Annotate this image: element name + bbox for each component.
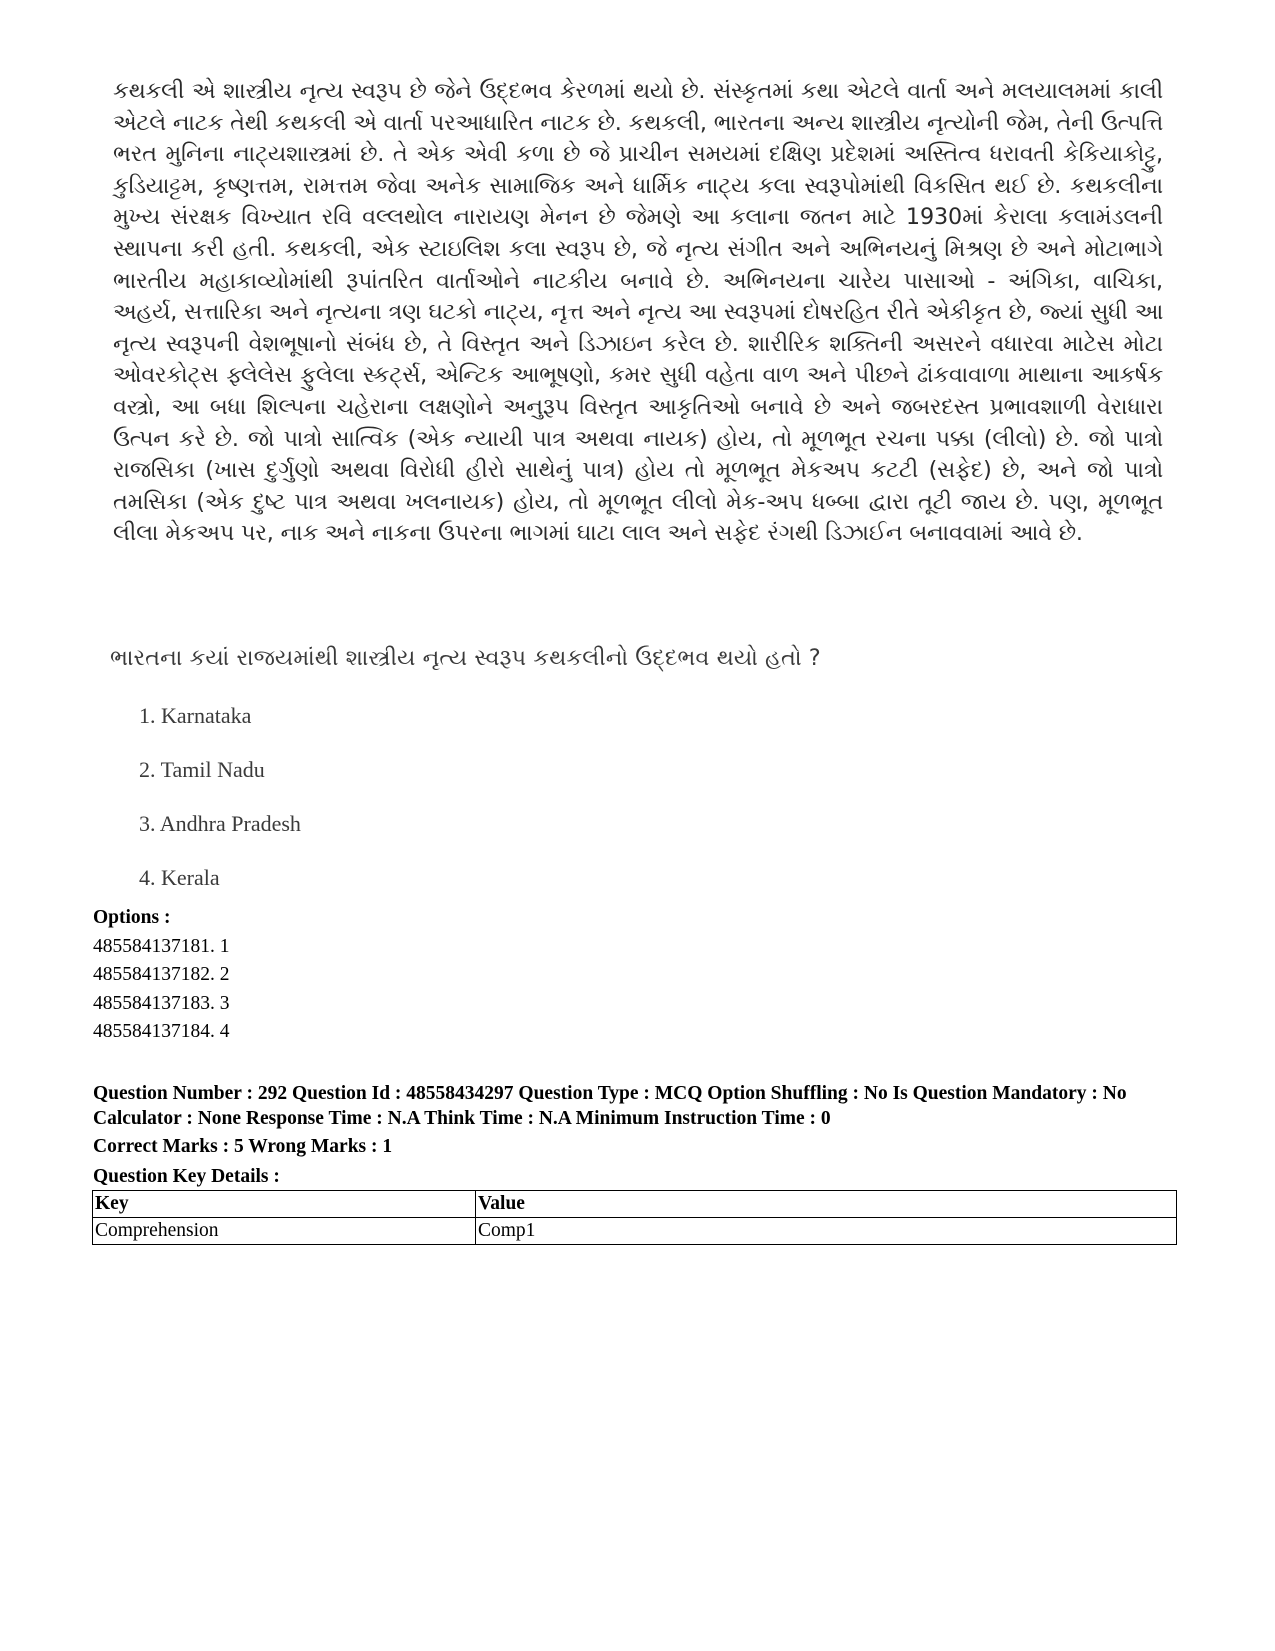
option-item: 485584137181. 1 [93,935,230,957]
key-details-label: Question Key Details : [93,1165,280,1187]
option-item: 485584137184. 4 [93,1021,230,1042]
choice-item: 3. Andhra Pradesh [139,811,301,836]
question-info-line: Question Number : 292 Question Id : 48558434297 Question Type : MCQ Option Shuffling : No Is Question Mandatory : No Calculator : None Response Time : N.A Think Time : N.A Minimum Instruction Time : 0 [93,1083,1127,1129]
table-header-row [93,1191,1177,1218]
option-item: 485584137183. 3 [93,992,230,1014]
table-cell: Comprehension [93,1218,476,1245]
table-header-cell: Value [476,1191,1177,1218]
question-key-table [92,1190,1177,1245]
options-label: Options : [93,907,171,928]
options-block [93,904,230,1047]
table-cell: Comp1 [476,1218,1177,1245]
table-header-cell: Key [93,1191,476,1218]
answer-choices [139,703,301,919]
question-metadata [93,1082,1203,1189]
option-item: 485584137182. 2 [93,964,230,985]
marks-line: Correct Marks : 5 Wrong Marks : 1 [93,1136,393,1157]
choice-item: 4. Kerala [139,865,220,890]
table-row [93,1218,1177,1245]
comprehension-passage: કથકલી એ શાસ્ત્રીય નૃત્ય સ્વરૂપ છે જેને ઉદ્દભવ કેરળમાં થયો છે. સંસ્કૃતમાં કથા એટલે વાર્તા અને મલયાલમમાં કાલી એટલે નાટક તેથી કથકલી એ વાર્તા પરઆધારિત નાટક છે. કથકલી, ભારતના અન્ય શાસ્ત્રીય નૃત્યોની જેમ, તેની ઉત્પત્તિ ભરત મુનિના નાટ્યશાસ્ત્રમાં છે. તે એક એવી કળા છે જે પ્રાચીન સમયમાં દક્ષિણ પ્રદેશમાં અસ્તિત્વ ધરાવતી કેકિયાકોટ્ટુ, કુડિયાટ્ટમ, કૃષ્ણત્તમ, રામત્તમ જેવા અનેક સામાજિક અને ધાર્મિક નાટ્ય કલા સ્વરૂપોમાંથી વિકસિત થઈ છે. કથકલીના મુખ્ય સંરક્ષક વિખ્યાત રવિ વલ્લથોલ નારાયણ મેનન છે જેમણે આ કલાના જતન માટે 1930માં કેરાલા કલામંડલની સ્થાપના કરી હતી. કથકલી, એક સ્ટાઇલિશ કલા સ્વરૂપ છે, જે નૃત્ય સંગીત અને અભિનયનું મિશ્રણ છે અને મોટાભાગે ભારતીય મહાકાવ્યોમાંથી રૂપાંતરિત વાર્તાઓને નાટકીય બનાવે છે. અભિનયના ચારેય પાસાઓ - અંગિકા, વાચિકા, અહર્ય, સત્તારિકા અને નૃત્યના ત્રણ ઘટકો નાટ્ય, નૃત્ત અને નૃત્ય આ સ્વરૂપમાં દોષરહિત રીતે એકીકૃત છે, જ્યાં સુધી આ નૃત્ય સ્વરૂપની વેશભૂષાનો સંબંધ છે, તે વિસ્તૃત અને ડિઝાઇન કરેલ છે. શારીરિક શક્તિની અસરને વધારવા માટેસ મોટા ઓવરકોટ્સ ફ્લેલેસ ફુલેલા સ્કર્ટ્સ, એન્ટિક આભૂષણો, કમર સુધી વહેતા વાળ અને પીછને ઢાંકવાવાળા માથાના આકર્ષક વસ્ત્રો, આ બધા શિલ્પના ચહેરાના લક્ષણોને અનુરૂપ વિસ્તૃત આકૃતિઓ બનાવે છે અને જબરદસ્ત પ્રભાવશાળી વેરાધારા ઉત્પન કરે છે. જો પાત્રો સાત્વિક (એક ન્યાયી પાત્ર અથવા નાયક) હોય, તો મૂળભૂત રચના પક્કા (લીલો) છે. જો પાત્રો રાજસિકા (ખાસ દુર્ગુણો અથવા વિરોધી હીરો સાથેનું પાત્ર) હોય તો મૂળભૂત મેકઅપ કટટી (સફેદ) છે, અને જો પાત્રો તમસિકા (એક દુષ્ટ પાત્ર અથવા ખલનાયક) હોય, તો મૂળભૂત લીલો મેક-અપ ધબ્બા દ્વારા તૂટી જાય છે. પણ, મૂળભૂત લીલા મેકઅપ પર, નાક અને નાકના ઉપરના ભાગમાં ઘાટા લાલ અને સફેદ રંગથી ડિઝાઈન બનાવવામાં આવે છે. [113,78,1163,547]
question-text: ભારતના કયાં રાજયમાંથી શાસ્ત્રીય નૃત્ય સ્વરૂપ કથકલીનો ઉદ્દભવ થયો હતો ? [110,645,821,671]
choice-item: 2. Tamil Nadu [139,757,265,782]
choice-item: 1. Karnataka [139,703,252,728]
